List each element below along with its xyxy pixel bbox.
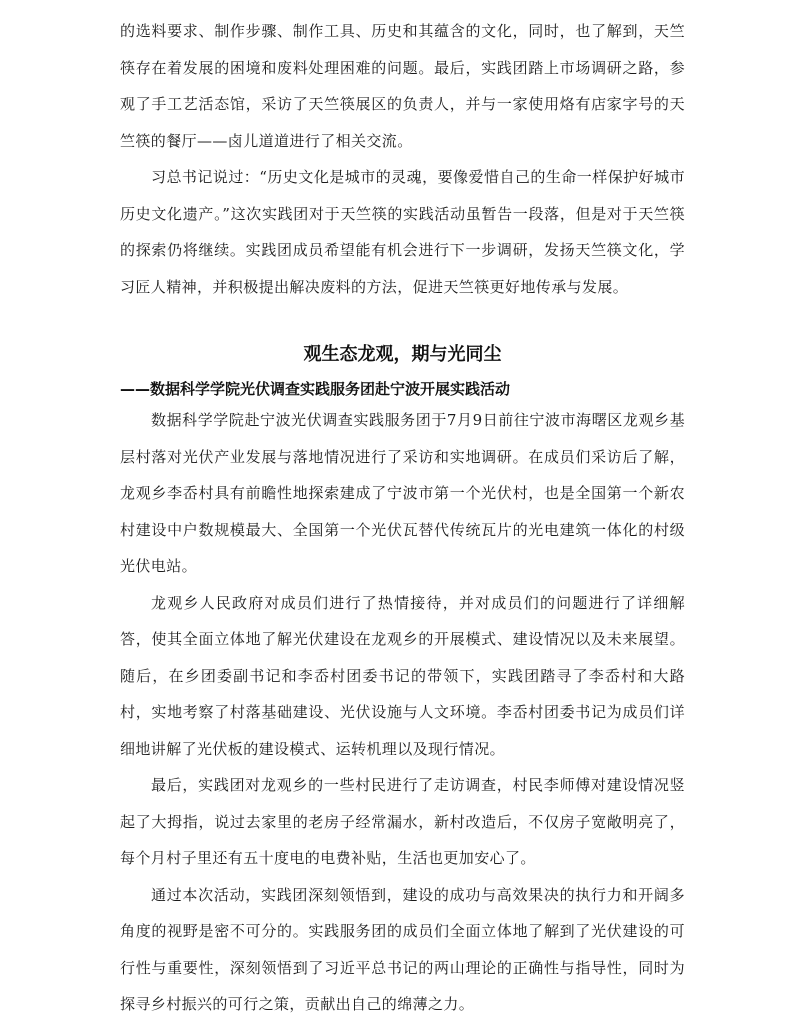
article-subtitle: ——数据科学学院光伏调查实践服务团赴宁波开展实践活动 xyxy=(120,380,511,398)
previous-article-paragraph-1: 的选料要求、制作步骤、制作工具、历史和其蕴含的文化，同时，也了解到，天竺筷存在着发展的困境和废料处理困难的问题。最后，实践团踏上市场调研之路，参观了手工艺活态馆，采访了天竺筷展区的负责人，并与一家使用烙有店家字号的天竺筷的餐厅——卤儿道道进行了相关交流。 xyxy=(120,22,685,150)
article-paragraph-1: 数据科学学院赴宁波光伏调查实践服务团于7月9日前往宁波市海曙区龙观乡基层村落对光伏产业发展与落地情况进行了采访和实地调研。在成员们采访后了解，龙观乡李岙村具有前瞻性地探索建成了宁波市第一个光伏村，也是全国第一个新农村建设中户数规模最大、全国第一个光伏瓦替代传统瓦片的光电建筑一体化的村级光伏电站。 xyxy=(120,411,685,575)
article-paragraph-4: 通过本次活动，实践团深刻领悟到，建设的成功与高效果决的执行力和开阔多角度的视野是密不可分的。实践服务团的成员们全面立体地了解到了光伏建设的可行性与重要性，深刻领悟到了习近平总书记的两山理论的正确性与指导性，同时为探寻乡村振兴的可行之策，贡献出自己的绵薄之力。 xyxy=(120,885,685,1013)
article-title: 观生态龙观，期与光同尘 xyxy=(303,344,502,365)
previous-article-body xyxy=(120,13,685,305)
article-paragraph-3: 最后，实践团对龙观乡的一些村民进行了走访调查，村民李师傅对建设情况竖起了大拇指，说过去家里的老房子经常漏水，新村改造后，不仅房子宽敞明亮了，每个月村子里还有五十度电的电费补贴，生活也更加安心了。 xyxy=(120,776,685,867)
article-paragraph-2: 龙观乡人民政府对成员们进行了热情接待，并对成员们的问题进行了详细解答，使其全面立体地了解光伏建设在龙观乡的开展模式、建设情况以及未来展望。随后，在乡团委副书记和李岙村团委书记的带领下，实践团踏寻了李岙村和大路村，实地考察了村落基础建设、光伏设施与人文环境。李岙村团委书记为成员们详细地讲解了光伏板的建设模式、运转机理以及现行情况。 xyxy=(120,593,685,758)
previous-article-paragraph-2: 习总书记说过：“历史文化是城市的灵魂，要像爱惜自己的生命一样保护好城市历史文化遗产。”这次实践团对于天竺筷的实践活动虽暂告一段落，但是对于天竺筷的探索仍将继续。实践团成员希望能有机会进行下一步调研，发扬天竺筷文化，学习匠人精神，并积极提出解决废料的方法，促进天竺筷更好地传承与发展。 xyxy=(120,168,685,296)
article-body xyxy=(120,402,685,1023)
